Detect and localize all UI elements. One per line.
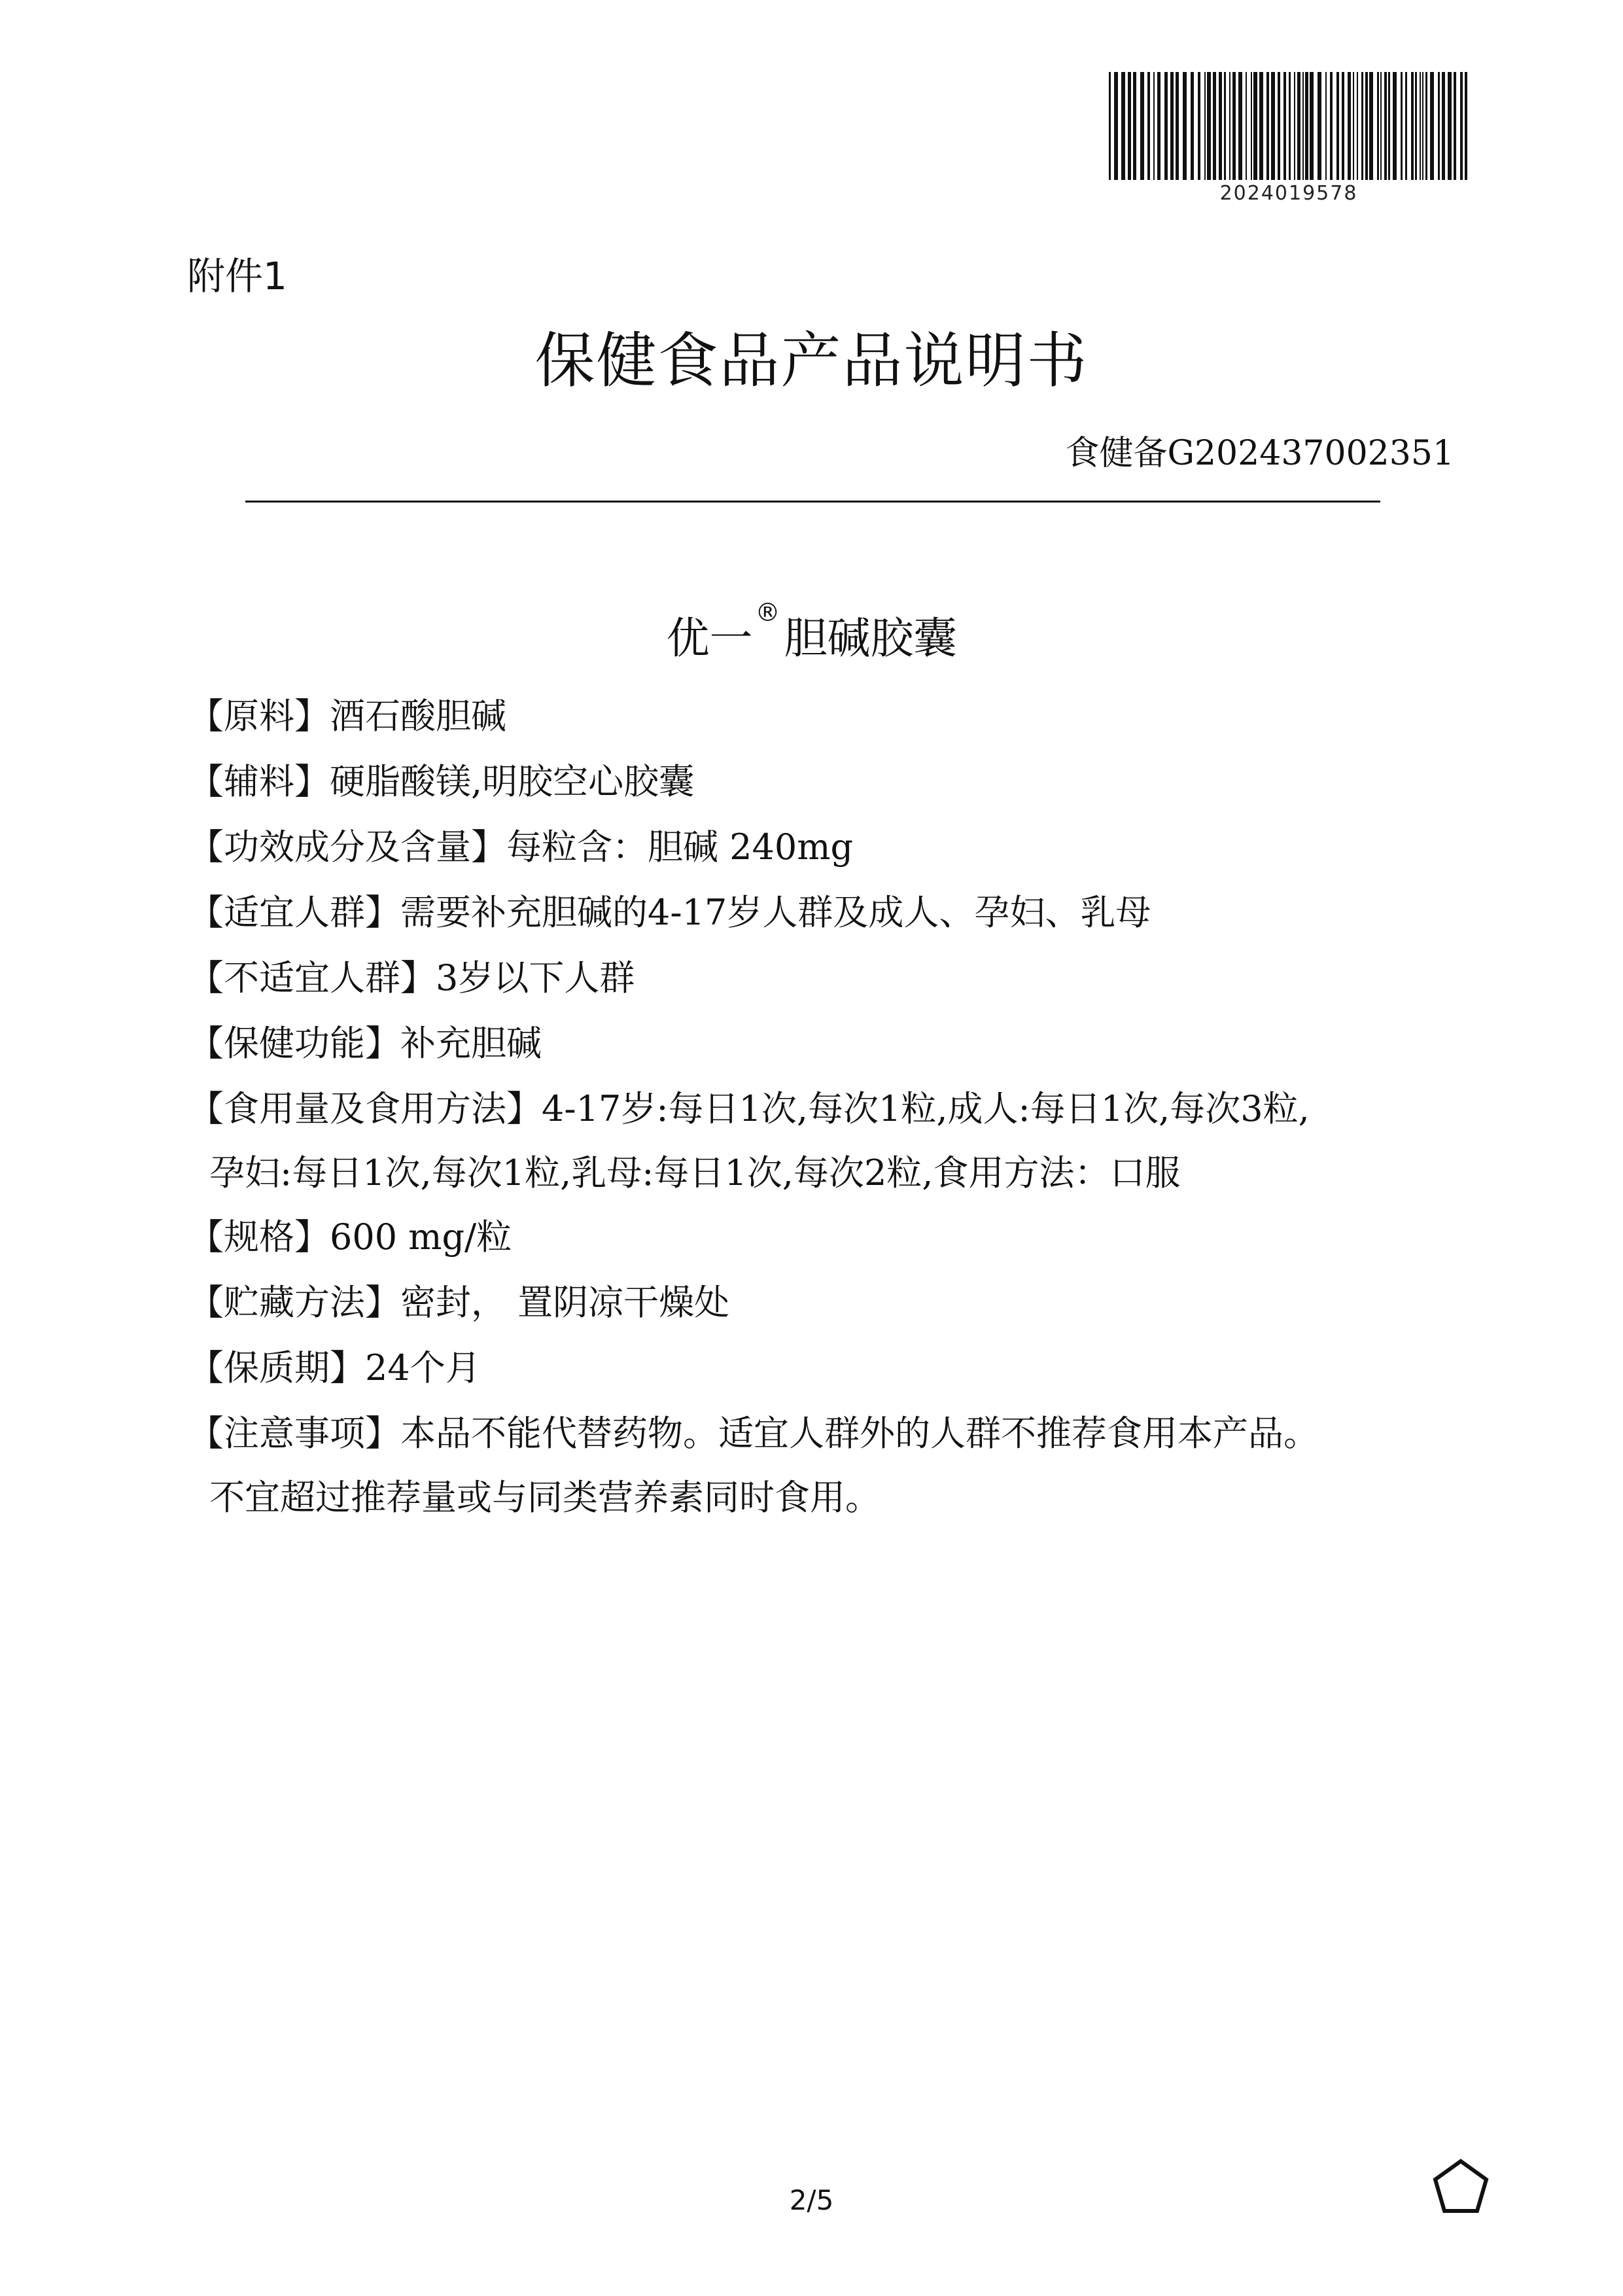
item-suitable-population: 【适宜人群】需要补充胆碱的4-17岁人群及成人、孕妇、乳母: [188, 892, 1151, 933]
registration-number: 食健备G202437002351: [1065, 434, 1454, 473]
page-title: 保健食品产品说明书: [534, 326, 1089, 396]
barcode: [1109, 72, 1469, 180]
barcode-bar: [1448, 72, 1452, 180]
registered-mark: ®: [755, 598, 780, 627]
barcode-bar: [1114, 72, 1118, 180]
item-precautions-continuation: 不宜超过推荐量或与同类营养素同时食用。: [209, 1477, 881, 1518]
product-name-prefix: 优一: [666, 613, 753, 663]
barcode-bar: [1305, 72, 1308, 180]
barcode-bar: [1224, 72, 1226, 180]
barcode-bar: [1460, 72, 1463, 180]
barcode-bar: [1289, 72, 1291, 180]
header-divider: [245, 501, 1380, 503]
barcode-bar: [1365, 72, 1368, 180]
barcode-bar: [1377, 72, 1379, 180]
barcode-bar: [1357, 72, 1358, 180]
barcode-bar: [1361, 72, 1363, 180]
item-precautions: 【注意事项】本品不能代替药物。适宜人群外的人群不推荐食用本产品。 不宜超过推荐量或与同类营养素同时食用。: [188, 1401, 1471, 1529]
barcode-bar: [1251, 72, 1252, 180]
product-name: [0, 598, 1623, 665]
barcode-bar: [1133, 72, 1136, 180]
barcode-bar: [1388, 72, 1390, 180]
barcode-bar: [1380, 72, 1382, 180]
barcode-bar: [1219, 72, 1222, 180]
barcode-bar: [1336, 72, 1339, 180]
barcode-bar: [1422, 72, 1423, 180]
barcode-bar: [1204, 72, 1206, 180]
barcode-bar: [1342, 72, 1344, 180]
barcode-bar: [1401, 72, 1403, 180]
barcode-bar: [1183, 72, 1187, 180]
barcode-bar: [1330, 72, 1333, 180]
page-number: 2/5: [789, 2184, 834, 2216]
barcode-bar: [1283, 72, 1286, 180]
barcode-bar: [1348, 72, 1351, 180]
item-health-function: 【保健功能】补充胆碱: [188, 1023, 542, 1064]
barcode-bar: [1278, 72, 1280, 180]
barcode-bar: [1325, 72, 1327, 180]
barcode-bar: [1128, 72, 1131, 180]
item-shelf-life: 【保质期】24个月: [188, 1347, 481, 1388]
item-unsuitable-population: 【不适宜人群】3岁以下人群: [188, 957, 635, 998]
pentagon-icon[interactable]: [1431, 2157, 1490, 2216]
barcode-bar: [1271, 72, 1275, 180]
barcode-bar: [1425, 72, 1427, 180]
barcode-bar: [1259, 72, 1263, 180]
barcode-bar: [1207, 72, 1211, 180]
barcode-bar: [1393, 72, 1397, 180]
barcode-bar: [1438, 72, 1440, 180]
barcode-bar: [1442, 72, 1445, 180]
item-specification: 【规格】600 mg/粒: [188, 1216, 512, 1258]
barcode-bar: [1405, 72, 1407, 180]
barcode-bar: [1238, 72, 1242, 180]
spec-list: [188, 684, 1471, 1529]
barcode-bar: [1266, 72, 1269, 180]
barcode-bar: [1294, 72, 1295, 180]
barcode-number: 2024019578: [1219, 182, 1358, 205]
barcode-bar: [1153, 72, 1155, 180]
barcode-bar: [1384, 72, 1387, 180]
barcode-bar: [1353, 72, 1354, 180]
barcode-bar: [1318, 72, 1321, 180]
barcode-bar: [1232, 72, 1236, 180]
barcode-bar: [1302, 72, 1304, 180]
barcode-bar: [1430, 72, 1434, 180]
barcode-bar: [1297, 72, 1300, 180]
barcode-bar: [1465, 72, 1467, 180]
barcode-bar: [1191, 72, 1194, 180]
barcode-bar: [1213, 72, 1216, 180]
barcode-bar: [1109, 72, 1111, 180]
barcode-bar: [1157, 72, 1161, 180]
item-active-ingredient: 【功效成分及含量】每粒含：胆碱 240mg: [188, 826, 854, 868]
barcode-bar: [1121, 72, 1125, 180]
barcode-bar: [1176, 72, 1179, 180]
barcode-bar: [1164, 72, 1168, 180]
item-storage: 【贮藏方法】密封， 置阴凉干燥处: [188, 1282, 730, 1323]
item-excipients: 【辅料】硬脂酸镁,明胶空心胶囊: [188, 761, 695, 802]
barcode-bar: [1229, 72, 1230, 180]
item-raw-material: 【原料】酒石酸胆碱: [188, 696, 506, 737]
barcode-bar: [1369, 72, 1373, 180]
product-name-suffix: 胆碱胶囊: [784, 613, 957, 663]
barcode-bar: [1310, 72, 1314, 180]
barcode-bar: [1454, 72, 1456, 180]
barcode-bar: [1170, 72, 1174, 180]
barcode-bar: [1147, 72, 1150, 180]
barcode-bar: [1198, 72, 1200, 180]
barcode-bar: [1420, 72, 1421, 180]
attachment-label: 附件1: [187, 254, 287, 298]
item-dosage-continuation: 孕妇:每日1次,每次1粒,乳母:每日1次,每次2粒,食用方法：口服: [209, 1152, 1181, 1193]
item-dosage: 【食用量及食用方法】4-17岁:每日1次,每次1粒,成人:每日1次,每次3粒, 孕妇:每日1次,每次1粒,乳母:每日1次,每次2粒,食用方法：口服: [188, 1076, 1471, 1205]
barcode-bar: [1253, 72, 1257, 180]
barcode-bar: [1140, 72, 1144, 180]
barcode-bar: [1246, 72, 1247, 180]
barcode-bar: [1411, 72, 1414, 180]
barcode-bar: [1415, 72, 1417, 180]
